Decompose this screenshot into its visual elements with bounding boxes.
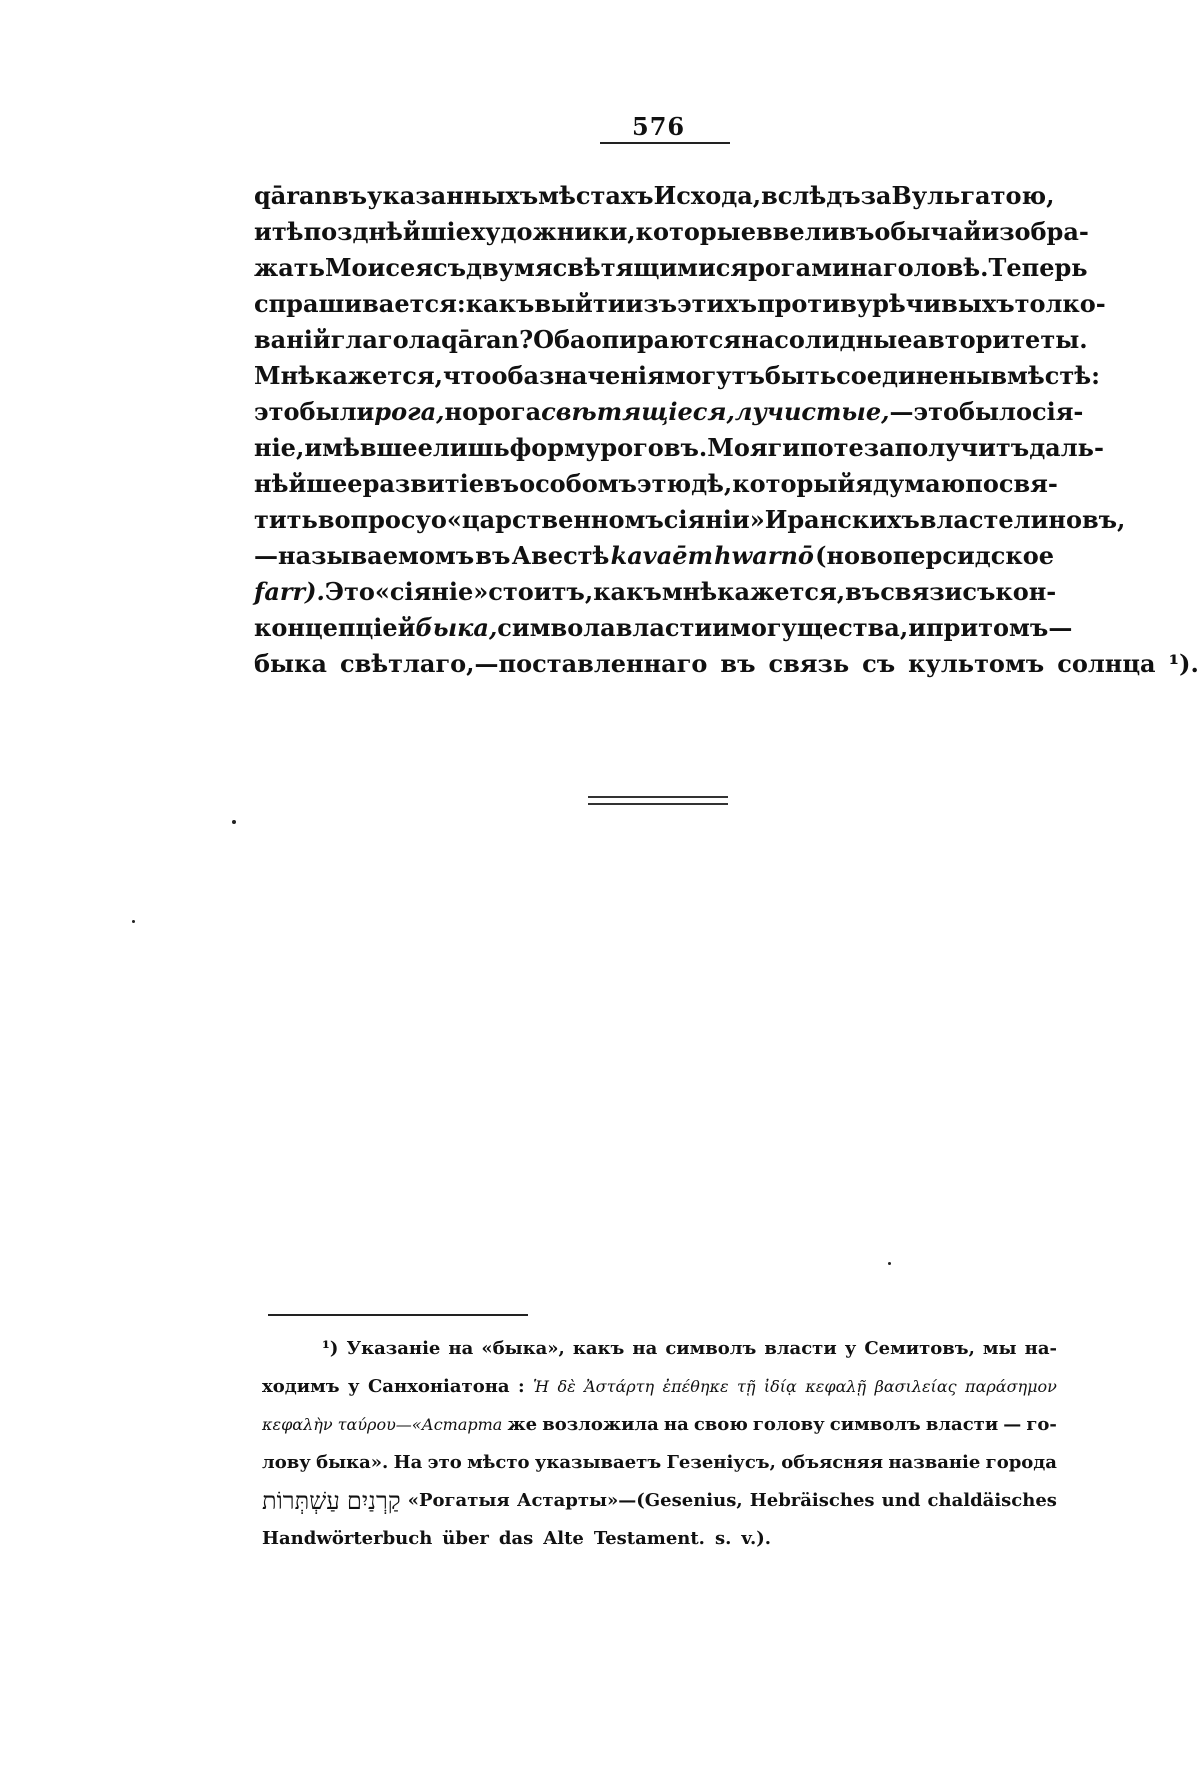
word: за [860,181,892,210]
word: kavaēm [610,541,713,570]
word: были [299,397,375,426]
word: притомъ [926,613,1049,642]
word: παράσημον [965,1377,1057,1396]
word: указываетъ [534,1452,662,1473]
word: быка, [415,613,498,642]
word: Ἡ [533,1377,549,1396]
word: могущества, [729,613,909,642]
word: спрашивается: [254,289,466,318]
word: — [1003,1414,1022,1435]
word: которые [635,217,756,246]
word: — [889,397,914,426]
word: עַשְׁתְּרוֹת [262,1487,340,1515]
word: власти [615,613,713,642]
word: кажется, [717,577,846,606]
text-line [254,214,1089,250]
footnote-line [262,1444,1057,1482]
word: особомъ [519,469,637,498]
word: farr). [254,577,325,606]
word: Гезеніусъ, [666,1452,776,1473]
word: κεφαλῇ [805,1377,867,1396]
word: авторитеты. [912,325,1088,354]
word: «Рогатыя [407,1490,510,1511]
word: кажется, [315,361,443,390]
print-speck [232,820,236,824]
word: концепціей [254,613,416,642]
word: въ [720,649,756,678]
word: въ [839,217,875,246]
word: имѣвшее [304,433,433,462]
word: рогами [748,253,850,282]
word: Теперь [988,253,1088,282]
text-line [254,502,1126,538]
word: это [427,1452,462,1473]
word: вслѣдъ [761,181,861,210]
word: съ [962,577,996,606]
word: что [442,361,492,390]
word: Hebräisches [749,1490,875,1511]
page-number: 576 [632,112,686,141]
word: тить [254,505,318,534]
word: голову [752,1414,825,1435]
word: мнѣ [661,577,718,606]
word: властелиновъ, [919,505,1126,534]
word: Санхоніатона [367,1376,510,1397]
word: (новоперсидское [815,541,1054,570]
word: жать [254,253,325,282]
word: über [442,1528,489,1549]
word: стоитъ, [488,577,594,606]
word: — [1048,613,1073,642]
word: могутъ [664,361,765,390]
word: Testament. [593,1528,705,1549]
word: оба [491,361,540,390]
word: ἐπέθηκε [662,1377,729,1396]
word: этюдѣ, [636,469,733,498]
word: лучистые, [734,397,890,426]
word: глагола [330,325,442,354]
footnote-rule [268,1314,528,1316]
word: ταύρου—«Астарта [337,1415,503,1434]
word: изъ [625,289,678,318]
word: города [985,1452,1057,1473]
word: какъ [572,1338,625,1359]
word: ἰδίᾳ [763,1377,797,1396]
word: художники, [470,217,636,246]
word: символъ [665,1338,757,1359]
word: На [393,1452,423,1473]
word: двумя [465,253,553,282]
word: соединены [836,361,991,390]
word: свою [693,1414,748,1435]
word: свѣтлаго,—поставленнаго [339,649,708,678]
word: это [254,397,300,426]
word: Это [324,577,375,606]
word: Ἀστάρτη [584,1377,655,1396]
word: роговъ. [600,433,708,462]
text-line [254,322,1088,358]
word: выйти [534,289,626,318]
word: толко- [1014,289,1106,318]
word: даль- [1029,433,1104,462]
word: обычай [874,217,982,246]
word: символъ [829,1414,921,1435]
footnote-line [262,1330,1057,1368]
word: на- [1024,1338,1057,1359]
word: но [444,397,479,426]
text-line [254,646,1199,682]
word: связь [768,649,850,678]
word: Handwörterbuch [262,1528,433,1549]
word: Alte [543,1528,584,1549]
word: съ [862,649,896,678]
word: быка». [316,1452,389,1473]
word: ніе, [254,433,305,462]
text-line [254,358,1100,394]
word: значенія [539,361,665,390]
word: qāran? [441,325,534,354]
word: этихъ [677,289,758,318]
word: изобра- [981,217,1089,246]
word: Семитовъ, [864,1338,975,1359]
word: «царственномъ [446,505,664,534]
word: v.). [741,1528,772,1549]
footnote-line [262,1482,1057,1520]
word: ваній [254,325,331,354]
word: ¹). [1168,649,1199,678]
word: Мнѣ [254,361,316,390]
word: : [518,1376,525,1397]
word: съ [432,253,466,282]
word: быть [764,361,837,390]
word: о [430,505,447,534]
word: und [881,1490,921,1511]
word: лишь [432,433,510,462]
word: chaldäisches [927,1490,1057,1511]
word: вмѣстѣ: [990,361,1100,390]
word: символа [497,613,616,642]
word: и [712,613,730,642]
word: я [855,469,873,498]
word: Вульгатою, [891,181,1055,210]
text-line [254,610,1073,646]
word: форму [509,433,601,462]
word: Астарты»—(Gesenius, [516,1490,743,1511]
word: быка [254,649,327,678]
word: קַרְנַיִם [346,1487,401,1515]
word: βασιλείας [874,1377,957,1396]
word: Исхода, [653,181,762,210]
word: какъ [465,289,535,318]
text-line [254,466,1058,502]
text-line [254,574,1057,610]
word: δὲ [557,1377,576,1396]
word: въ [845,577,881,606]
word: s. [714,1528,732,1549]
word: на [849,253,883,282]
word: Моя [707,433,768,462]
word: у [347,1376,360,1397]
word: у [844,1338,857,1359]
footnote [262,1330,1057,1558]
word: мы [982,1338,1017,1359]
word: объясняя [781,1452,884,1473]
word: hwarnō [714,541,814,570]
text-line [254,538,1054,574]
word: это [913,397,959,426]
word: ходимъ [262,1376,340,1397]
word: власти [764,1338,837,1359]
word: вопросу [317,505,431,534]
word: на [632,1338,658,1359]
word: на [663,1414,689,1435]
word: κεφαλὴν [262,1415,333,1434]
footnote-line [262,1406,1057,1444]
word: Моисея [324,253,433,282]
text-line [254,286,1106,322]
word: названіе [888,1452,981,1473]
text-line [254,178,1054,214]
footnote-line [262,1520,1057,1558]
word: власти [925,1414,999,1435]
word: солидные [774,325,913,354]
word: мѣсто [467,1452,530,1473]
word: нѣйшее [254,469,363,498]
word: опираются [585,325,742,354]
word: головѣ. [882,253,989,282]
word: который [732,469,856,498]
word: свѣтящіеся, [541,397,735,426]
word: получитъ [894,433,1030,462]
word: связи [880,577,963,606]
header-rule [600,142,730,144]
word: въ [475,541,511,570]
word: развитіе [362,469,484,498]
word: въ [483,469,520,498]
word: на [741,325,775,354]
word: сія- [1031,397,1084,426]
word: же [507,1414,538,1435]
word: противурѣчивыхъ [757,289,1015,318]
main-text [254,178,1199,682]
word: позднѣйшіе [303,217,471,246]
word: гипотеза [767,433,895,462]
word: какъ [593,577,662,606]
section-end-rule [588,803,728,805]
word: «быка», [481,1338,565,1359]
word: солнца [1057,649,1156,678]
word: τῇ [736,1377,756,1396]
text-line [254,250,1088,286]
footnote-line [262,1368,1057,1406]
word: на [448,1338,474,1359]
word: и [254,217,272,246]
word: рога [478,397,542,426]
print-speck [132,920,135,923]
word: го- [1026,1414,1057,1435]
word: рога, [374,397,445,426]
word: qāran [254,181,332,210]
word: ¹) [322,1338,339,1359]
word: указанныхъ [367,181,539,210]
word: Указаніе [346,1338,441,1359]
word: свѣтящимися [552,253,749,282]
word: тѣ [271,217,304,246]
word: мѣстахъ [538,181,654,210]
word: Иранскихъ [764,505,920,534]
word: лову [262,1452,311,1473]
word: Оба [533,325,586,354]
word: культомъ [908,649,1045,678]
word: посвя- [965,469,1058,498]
word: —называемомъ [254,541,475,570]
word: кон- [995,577,1057,606]
print-speck [888,1262,891,1265]
word: Авестѣ [511,541,610,570]
word: ввели [755,217,840,246]
text-line [254,394,1084,430]
word: сіяніи» [663,505,765,534]
section-end-rule [588,796,728,798]
word: и [908,613,927,642]
word: возложила [542,1414,659,1435]
text-line [254,430,1104,466]
word: въ [331,181,368,210]
word: «сіяніе» [374,577,489,606]
word: было [958,397,1032,426]
word: думаю [872,469,966,498]
word: das [498,1528,534,1549]
